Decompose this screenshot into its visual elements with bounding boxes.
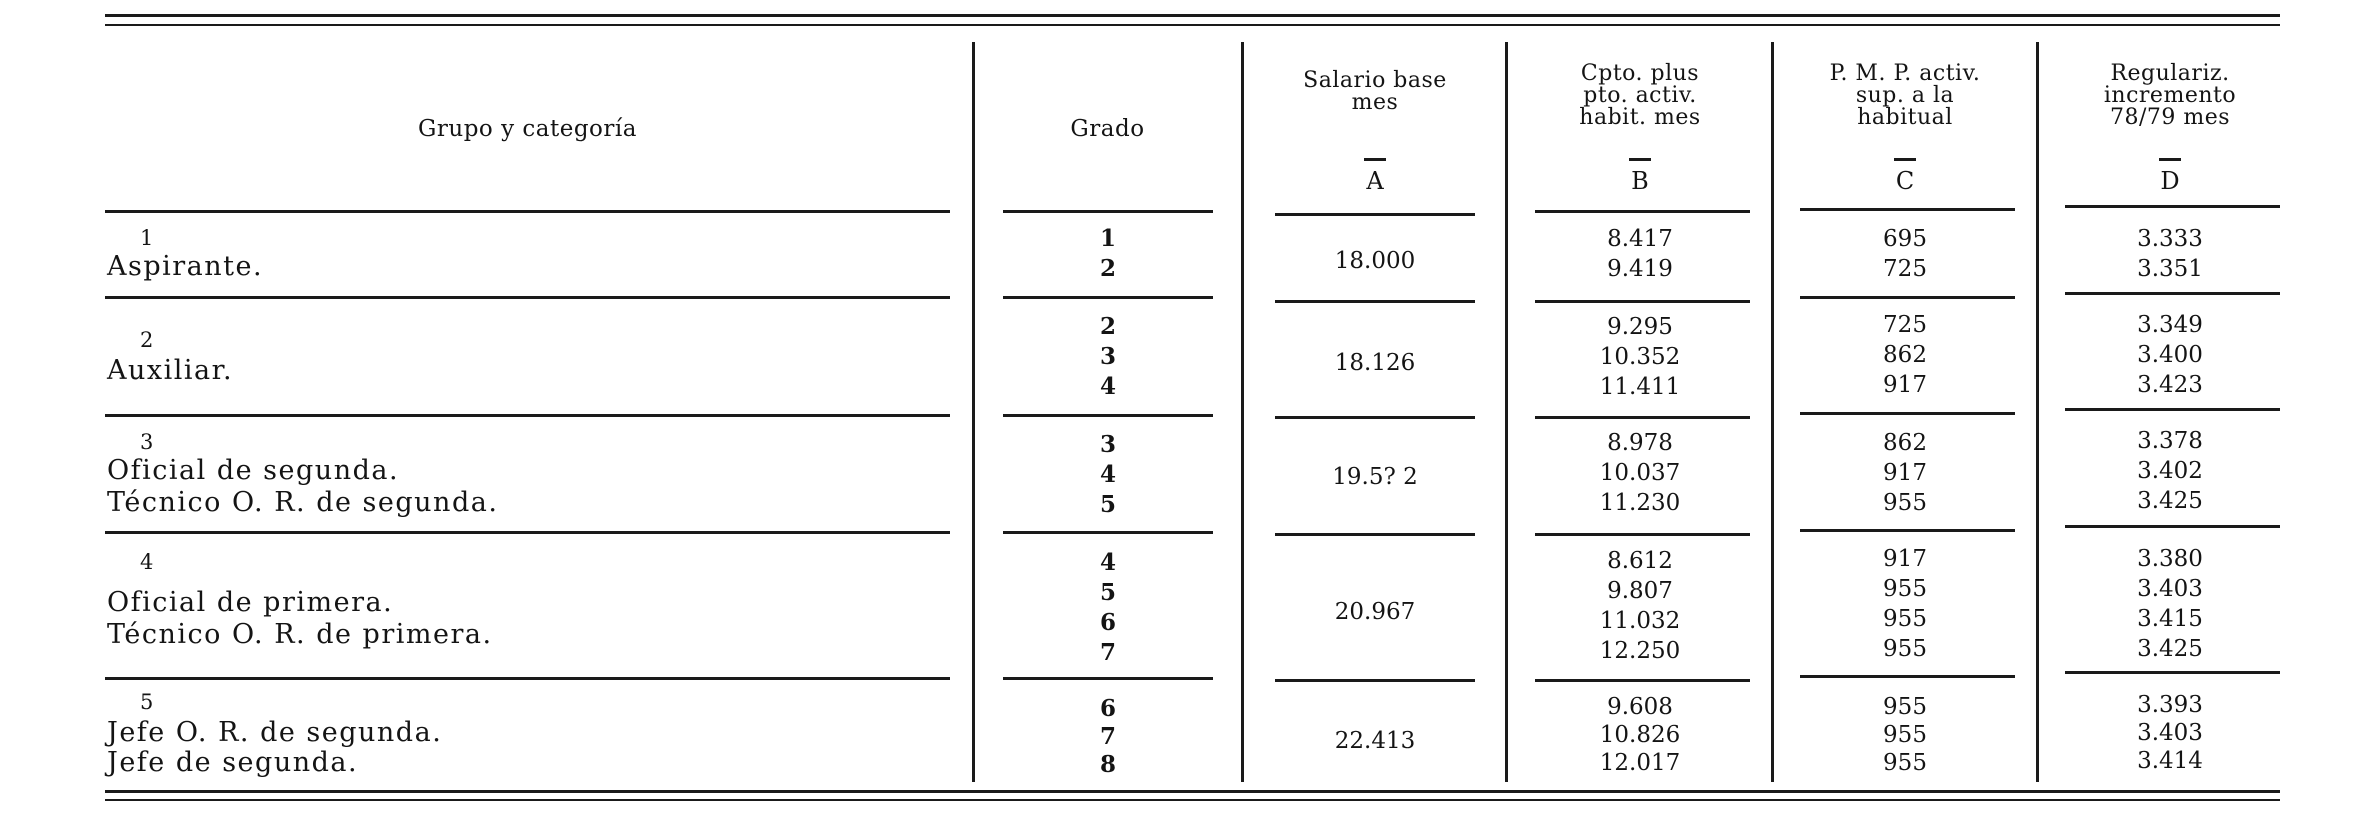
header-pmp — [1785, 63, 2025, 129]
group-separator — [1800, 412, 2015, 415]
regulariz-value: 3.423 — [2137, 372, 2203, 398]
bottom-rule-inner — [105, 799, 2280, 801]
letter-c: C — [1895, 167, 1915, 195]
header-regulariz-line1: Regulariz. — [2110, 61, 2230, 86]
pmp-value: 955 — [1883, 606, 1927, 632]
header-plus-line1: Cpto. plus — [1580, 61, 1700, 86]
salario-value: 22.413 — [1334, 728, 1416, 754]
pmp-value: 725 — [1883, 256, 1927, 282]
col-divider — [2036, 42, 2039, 782]
header-grado: Grado — [1070, 116, 1145, 142]
grado-value: 7 — [1099, 639, 1116, 666]
regulariz-value: 3.333 — [2137, 226, 2203, 252]
group-separator — [1275, 300, 1475, 303]
grado-value: 1 — [1099, 225, 1116, 252]
group-separator — [2065, 671, 2280, 674]
plus-value: 11.032 — [1599, 608, 1681, 634]
pmp-value: 862 — [1883, 342, 1927, 368]
header-plus-line3: habit. mes — [1579, 105, 1701, 130]
group-separator — [1003, 677, 1213, 680]
header-salario-line1: Salario base — [1303, 68, 1447, 93]
regulariz-value: 3.415 — [2137, 606, 2203, 632]
column-letter-c — [1785, 158, 2025, 195]
header-rule — [1800, 208, 2015, 211]
group-number: 5 — [140, 690, 154, 714]
group-separator — [2065, 292, 2280, 295]
letter-a: A — [1366, 167, 1384, 195]
col-divider — [1505, 42, 1508, 782]
grado-value: 6 — [1099, 609, 1116, 636]
regulariz-value: 3.380 — [2137, 546, 2203, 572]
col-divider — [1771, 42, 1774, 782]
regulariz-value: 3.349 — [2137, 312, 2203, 338]
group-separator — [1535, 679, 1750, 682]
plus-value: 8.417 — [1607, 226, 1673, 252]
group-separator — [1003, 296, 1213, 299]
header-rule — [1275, 213, 1475, 216]
category-name: Aspirante. — [107, 251, 264, 282]
top-rule-inner — [105, 24, 2280, 26]
regulariz-value: 3.351 — [2137, 256, 2203, 282]
pmp-value: 955 — [1883, 490, 1927, 516]
header-plus-line2: pto. activ. — [1583, 83, 1697, 108]
category-name: Jefe de segunda. — [107, 747, 359, 778]
header-regulariz-line2: incremento — [2103, 83, 2237, 108]
category-name: Auxiliar. — [107, 355, 234, 386]
header-rule — [1535, 210, 1750, 213]
plus-value: 10.826 — [1599, 722, 1681, 748]
category-name: Técnico O. R. de primera. — [107, 619, 493, 650]
pmp-value: 917 — [1883, 372, 1927, 398]
col-divider — [1241, 42, 1244, 782]
regulariz-value: 3.425 — [2137, 636, 2203, 662]
group-separator — [1535, 416, 1750, 419]
header-rule — [1003, 210, 1213, 213]
header-grupo: Grupo y categoría — [418, 116, 637, 142]
salario-value: 18.126 — [1334, 350, 1416, 376]
regulariz-value: 3.414 — [2137, 748, 2203, 774]
group-separator — [1535, 533, 1750, 536]
regulariz-value: 3.403 — [2137, 576, 2203, 602]
group-separator — [1275, 679, 1475, 682]
group-separator — [1003, 531, 1213, 534]
group-separator — [1800, 675, 2015, 678]
group-separator — [1275, 416, 1475, 419]
group-separator — [105, 296, 950, 299]
group-separator — [1535, 300, 1750, 303]
plus-value: 10.037 — [1599, 460, 1681, 486]
plus-value: 9.295 — [1607, 314, 1673, 340]
category-name: Oficial de segunda. — [107, 455, 400, 486]
group-number: 1 — [140, 226, 154, 250]
header-regulariz — [2050, 63, 2290, 129]
salario-value: 20.967 — [1334, 599, 1416, 625]
header-rule — [2065, 205, 2280, 208]
grado-value: 2 — [1099, 255, 1116, 282]
regulariz-value: 3.393 — [2137, 692, 2203, 718]
group-separator — [105, 531, 950, 534]
column-letter-b — [1520, 158, 1760, 195]
group-separator — [2065, 525, 2280, 528]
header-pmp-line2: sup. a la — [1855, 83, 1955, 108]
pmp-value: 862 — [1883, 430, 1927, 456]
top-rule — [105, 14, 2280, 17]
column-letter-d — [2050, 158, 2290, 195]
grado-value: 4 — [1099, 373, 1116, 400]
grado-value: 8 — [1099, 751, 1116, 778]
plus-value: 8.612 — [1607, 548, 1673, 574]
header-regulariz-line3: 78/79 mes — [2109, 105, 2231, 130]
plus-value: 8.978 — [1607, 430, 1673, 456]
category-name: Oficial de primera. — [107, 587, 394, 618]
group-separator — [1800, 296, 2015, 299]
group-number: 3 — [140, 430, 154, 454]
salario-value: 19.5? 2 — [1332, 464, 1418, 490]
grado-value: 6 — [1099, 695, 1116, 722]
col-divider — [972, 42, 975, 782]
header-salario-line2: mes — [1351, 90, 1399, 115]
header-plus — [1520, 63, 1760, 129]
plus-value: 9.419 — [1607, 256, 1673, 282]
grado-value: 4 — [1099, 461, 1116, 488]
header-pmp-line3: habitual — [1857, 105, 1953, 130]
plus-value: 11.411 — [1599, 374, 1681, 400]
regulariz-value: 3.402 — [2137, 458, 2203, 484]
grado-value: 3 — [1099, 343, 1116, 370]
regulariz-value: 3.378 — [2137, 428, 2203, 454]
pmp-value: 695 — [1883, 226, 1927, 252]
group-separator — [1003, 414, 1213, 417]
header-rule — [105, 210, 950, 213]
plus-value: 10.352 — [1599, 344, 1681, 370]
grado-value: 4 — [1099, 549, 1116, 576]
group-number: 4 — [140, 550, 154, 574]
salario-value: 18.000 — [1334, 248, 1416, 274]
group-separator — [2065, 408, 2280, 411]
pmp-value: 955 — [1883, 636, 1927, 662]
plus-value: 12.017 — [1599, 750, 1681, 776]
pmp-value: 955 — [1883, 576, 1927, 602]
letter-b: B — [1631, 167, 1649, 195]
header-pmp-line1: P. M. P. activ. — [1829, 61, 1981, 86]
regulariz-value: 3.425 — [2137, 488, 2203, 514]
category-name: Técnico O. R. de segunda. — [107, 487, 499, 518]
pmp-value: 955 — [1883, 694, 1927, 720]
regulariz-value: 3.400 — [2137, 342, 2203, 368]
category-name: Jefe O. R. de segunda. — [107, 717, 443, 748]
grado-value: 7 — [1099, 723, 1116, 750]
grado-value: 5 — [1099, 491, 1116, 518]
group-separator — [105, 677, 950, 680]
plus-value: 9.807 — [1607, 578, 1673, 604]
header-salario — [1255, 70, 1495, 114]
group-separator — [1800, 529, 2015, 532]
grado-value: 2 — [1099, 313, 1116, 340]
regulariz-value: 3.403 — [2137, 720, 2203, 746]
plus-value: 12.250 — [1599, 638, 1681, 664]
group-separator — [1275, 533, 1475, 536]
bottom-rule — [105, 790, 2280, 793]
grado-value: 5 — [1099, 579, 1116, 606]
pmp-value: 725 — [1883, 312, 1927, 338]
pmp-value: 917 — [1883, 460, 1927, 486]
grado-value: 3 — [1099, 431, 1116, 458]
plus-value: 11.230 — [1599, 490, 1681, 516]
letter-d: D — [2160, 167, 2180, 195]
group-separator — [105, 414, 950, 417]
pmp-value: 955 — [1883, 750, 1927, 776]
pmp-value: 917 — [1883, 546, 1927, 572]
column-letter-a — [1255, 158, 1495, 195]
plus-value: 9.608 — [1607, 694, 1673, 720]
group-number: 2 — [140, 328, 154, 352]
pmp-value: 955 — [1883, 722, 1927, 748]
